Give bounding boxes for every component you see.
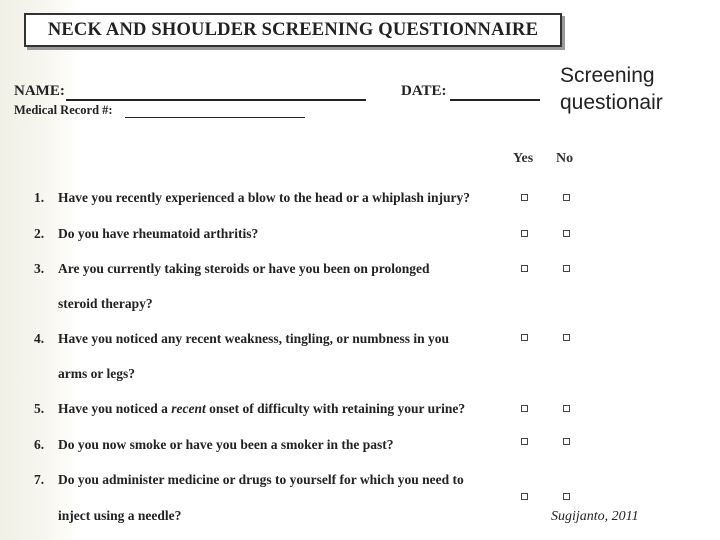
no-checkbox[interactable] <box>563 493 570 500</box>
question-number: 2. <box>34 226 45 241</box>
yes-checkbox[interactable] <box>521 405 528 412</box>
yes-checkbox[interactable] <box>521 493 528 500</box>
question-number: 6. <box>34 437 45 452</box>
slide-credit: Sugijanto, 2011 <box>551 509 639 524</box>
question-text-part-1: Have you noticed a <box>58 401 172 416</box>
date-label: DATE: <box>401 83 447 99</box>
yes-checkbox[interactable] <box>521 265 528 272</box>
column-no-header: No <box>556 151 574 166</box>
question-number: 3. <box>34 261 45 276</box>
question-number: 5. <box>34 401 45 416</box>
question-text-line-2: steroid therapy? <box>58 296 153 311</box>
question-text-line-2: inject using a needle? <box>58 508 182 523</box>
question-text: Do you now smoke or have you been a smoker in the past? <box>58 437 394 452</box>
yes-checkbox[interactable] <box>521 194 528 201</box>
yes-checkbox[interactable] <box>521 334 528 341</box>
form-header-box <box>24 13 562 47</box>
slide-side-title: Screening questionair <box>560 64 663 114</box>
medical-record-field-line[interactable] <box>125 117 305 118</box>
question-text-line-1: Have you noticed any recent weakness, tingling, or numbness in you <box>58 331 450 346</box>
yes-checkbox[interactable] <box>521 438 528 445</box>
yes-checkbox[interactable] <box>521 230 528 237</box>
question-text-line-1: Are you currently taking steroids or have you been on prolonged <box>58 261 430 276</box>
form-title: NECK AND SHOULDER SCREENING QUESTIONNAIRE <box>47 19 539 40</box>
no-checkbox[interactable] <box>563 334 570 341</box>
column-yes-header: Yes <box>513 151 534 166</box>
no-checkbox[interactable] <box>563 438 570 445</box>
question-number: 7. <box>34 472 45 487</box>
question-text <box>58 401 465 417</box>
question-text-line-1: Do you administer medicine or drugs to yourself for which you need to <box>58 472 464 487</box>
question-number: 4. <box>34 331 45 346</box>
no-checkbox[interactable] <box>563 230 570 237</box>
question-text: Have you recently experienced a blow to the head or a whiplash injury? <box>58 190 470 205</box>
name-label: NAME: <box>14 83 65 99</box>
question-text-line-2: arms or legs? <box>58 366 135 381</box>
date-field-line[interactable] <box>450 99 540 101</box>
no-checkbox[interactable] <box>563 405 570 412</box>
name-field-line[interactable] <box>66 99 366 101</box>
no-checkbox[interactable] <box>563 194 570 201</box>
question-text: Do you have rheumatoid arthritis? <box>58 226 259 241</box>
question-number: 1. <box>34 190 45 205</box>
question-text-part-2: onset of difficulty with retaining your urine? <box>205 401 466 416</box>
question-text-emphasis: recent <box>171 401 206 416</box>
no-checkbox[interactable] <box>563 265 570 272</box>
medical-record-label: Medical Record #: <box>14 103 113 117</box>
